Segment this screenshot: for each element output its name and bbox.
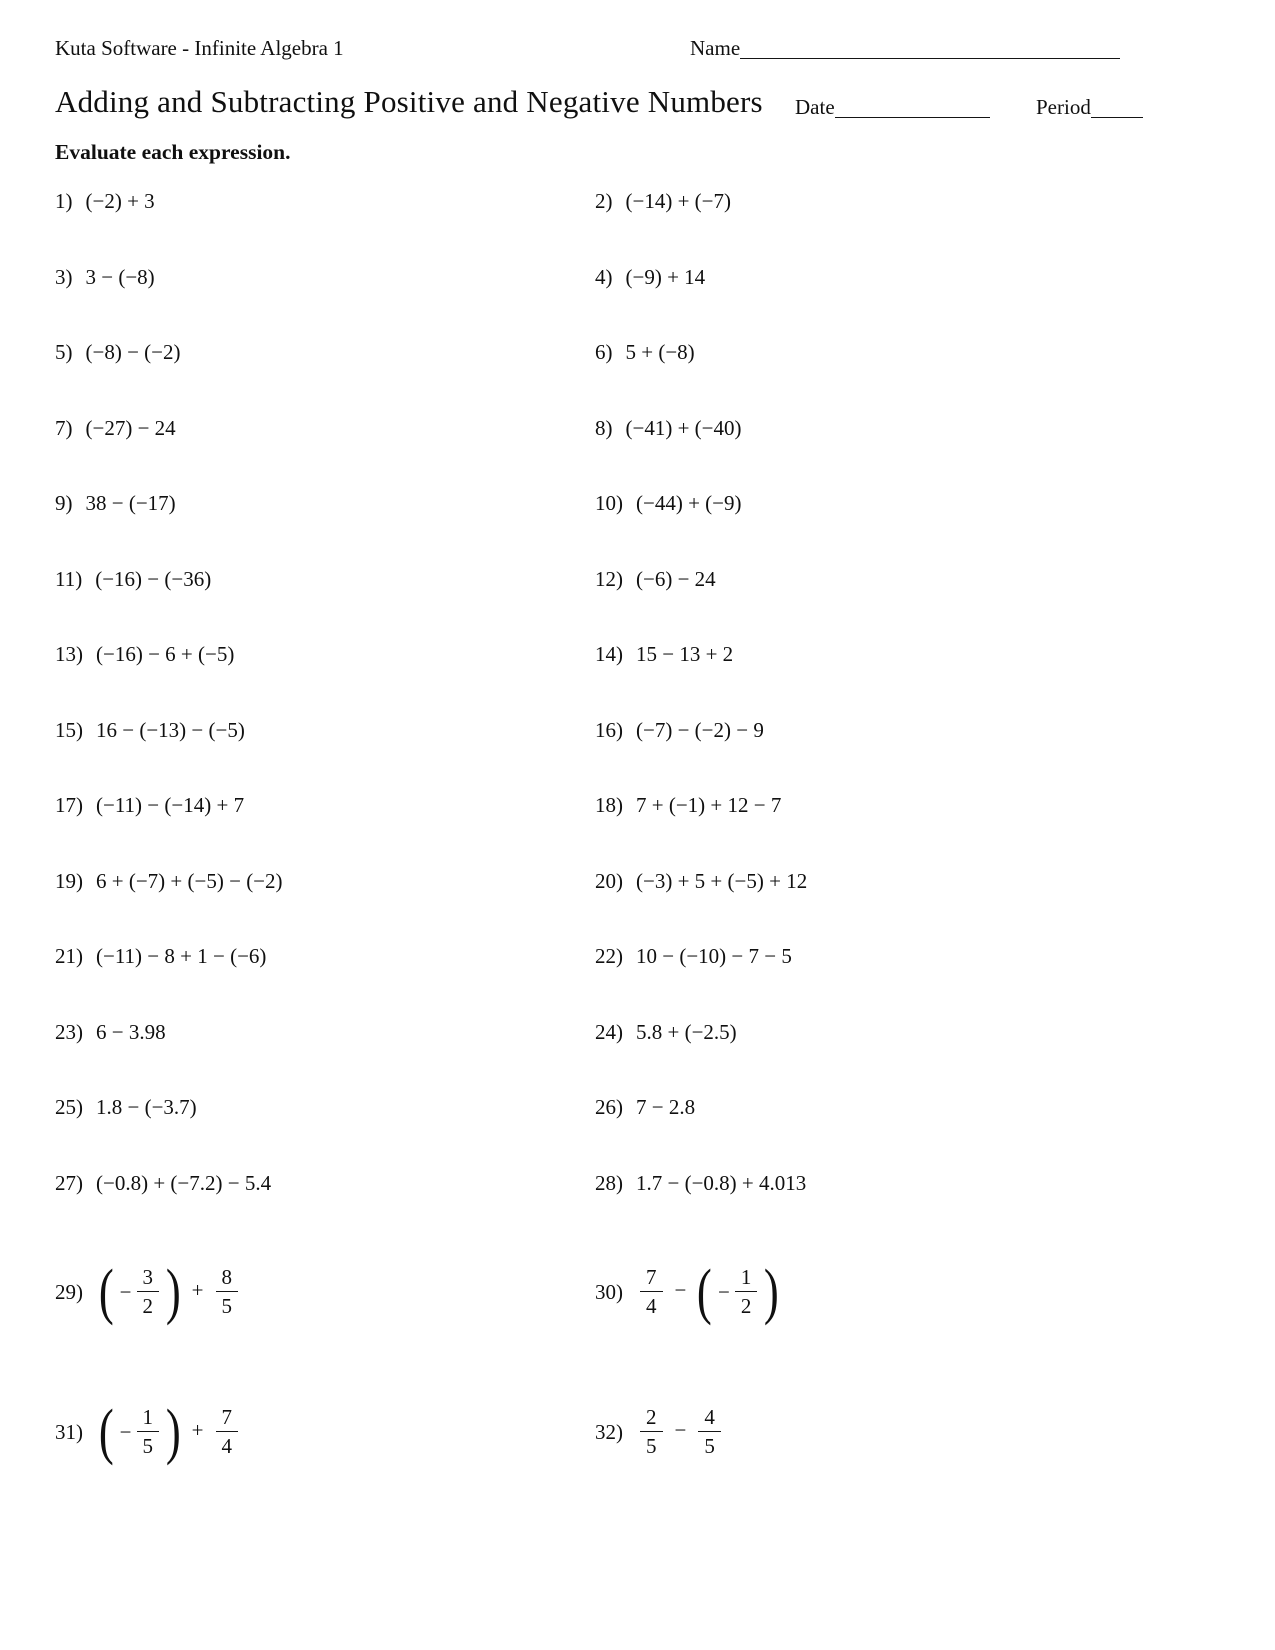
problem-number: 28): [595, 1170, 623, 1195]
fraction-numerator: 1: [735, 1267, 758, 1292]
problem-number: 11): [55, 566, 83, 591]
problem-item: [595, 793, 807, 869]
problem-expression: 7 − 2.8: [636, 1095, 696, 1119]
problem-expression: (−7) − (−2) − 9: [636, 717, 764, 742]
fraction-denominator: 5: [646, 1434, 657, 1458]
page-title: Adding and Subtracting Positive and Negative Numbers: [55, 84, 763, 119]
problem-number: 20): [595, 868, 623, 893]
open-paren: (: [98, 1397, 114, 1466]
worksheet-source: Kuta Software - Infinite Algebra 1: [55, 36, 344, 60]
problem-expression: 3 − (−8): [85, 264, 155, 289]
date-label: Date: [795, 95, 835, 119]
problem-expression: (−8) − (−2): [85, 340, 181, 364]
problem-expression: 38 − (−17): [85, 491, 176, 515]
period-blank-line: [1091, 117, 1143, 118]
open-paren: (: [98, 1257, 114, 1326]
problem-number: 17): [55, 793, 83, 817]
fraction-stack: [698, 1407, 721, 1457]
problem-number: 27): [55, 1170, 83, 1195]
fraction-denominator: 2: [740, 1294, 752, 1318]
open-paren: (: [697, 1257, 713, 1326]
problem-number: 22): [595, 944, 623, 968]
problem-item: [595, 491, 807, 567]
name-label: Name: [690, 36, 741, 60]
problem-number: 7): [55, 415, 73, 440]
problem-number: 12): [595, 566, 623, 591]
fraction-denominator: 5: [142, 1434, 153, 1458]
problem-expression: 6 − 3.98: [96, 1019, 166, 1044]
problem-expression: 1.7 − (−0.8) + 4.013: [636, 1170, 807, 1195]
problem-item: [595, 944, 807, 1020]
period-field: [1036, 95, 1143, 120]
problem-item: [595, 642, 807, 718]
problem-item: [595, 567, 807, 643]
problem-expression: (−11) − (−14) + 7: [96, 793, 245, 817]
problem-number: 4): [595, 264, 613, 289]
operator: +: [191, 1277, 204, 1302]
problem-expression: 16 − (−13) − (−5): [96, 717, 245, 742]
problem-expression: (−0.8) + (−7.2) − 5.4: [96, 1170, 272, 1195]
problem-item: [55, 642, 595, 718]
fraction-stack: [735, 1267, 758, 1317]
period-label: Period: [1036, 95, 1091, 119]
problem-item: [55, 1095, 595, 1171]
fraction-stack: [216, 1267, 239, 1317]
problem-expression: 1.8 − (−3.7): [96, 1095, 197, 1119]
problem-number: 19): [55, 868, 83, 893]
fraction-denominator: 4: [646, 1294, 657, 1318]
problem-expression: [96, 1257, 242, 1326]
problem-number: 10): [595, 491, 623, 515]
problem-expression: (−41) + (−40): [625, 415, 742, 440]
problem-expression: (−16) − (−36): [95, 566, 212, 591]
problem-number: 15): [55, 717, 83, 742]
problem-item: [595, 869, 807, 945]
problem-item: [595, 1171, 807, 1247]
fraction-numerator: 4: [698, 1407, 721, 1432]
problem-item: [55, 265, 595, 341]
fraction: [694, 1257, 782, 1326]
name-field: [690, 36, 1120, 61]
problem-item: [55, 944, 595, 1020]
operator: +: [191, 1417, 204, 1442]
problem-item: [55, 793, 595, 869]
problem-expression: (−16) − 6 + (−5): [96, 642, 235, 666]
minus-sign: −: [119, 1419, 132, 1444]
fraction-numerator: 8: [216, 1267, 239, 1292]
problem-item: [55, 416, 595, 492]
problem-item: [595, 1242, 807, 1342]
problem-number: 24): [595, 1019, 623, 1044]
fraction-numerator: 1: [137, 1407, 160, 1432]
problem-item: [595, 1020, 807, 1096]
fraction-denominator: 4: [221, 1434, 232, 1458]
fraction-denominator: 5: [221, 1294, 232, 1318]
problem-expression: 10 − (−10) − 7 − 5: [636, 944, 792, 968]
fraction: [694, 1407, 725, 1457]
problem-number: 5): [55, 340, 73, 364]
problem-item: [55, 1171, 595, 1247]
fraction-numerator: 2: [640, 1407, 663, 1432]
problem-number: 18): [595, 793, 623, 817]
problem-expression: 6 + (−7) + (−5) − (−2): [96, 868, 283, 893]
problem-item: [595, 340, 807, 416]
problem-expression: (−27) − 24: [85, 415, 176, 440]
problem-number: 21): [55, 944, 83, 968]
problem-number: 30): [595, 1279, 623, 1304]
problem-item: [595, 1382, 807, 1482]
problem-number: 26): [595, 1095, 623, 1119]
problem-number: 6): [595, 340, 613, 364]
problem-expression: (−2) + 3: [85, 189, 155, 213]
problem-number: 2): [595, 189, 613, 213]
problem-expression: [636, 1257, 782, 1326]
problem-item: [55, 567, 595, 643]
problem-number: 31): [55, 1419, 83, 1444]
problem-number: 32): [595, 1419, 623, 1444]
fraction-denominator: 2: [142, 1294, 153, 1318]
problem-item: [55, 491, 595, 567]
problem-expression: 7 + (−1) + 12 − 7: [636, 793, 782, 817]
problem-number: 25): [55, 1095, 83, 1119]
problem-expression: [96, 1397, 242, 1466]
problem-number: 16): [595, 717, 623, 742]
fraction-stack: [216, 1407, 239, 1457]
problem-number: 8): [595, 415, 613, 440]
close-paren: ): [764, 1257, 780, 1326]
fraction-stack: [640, 1407, 663, 1457]
problem-number: 29): [55, 1279, 83, 1304]
fraction-denominator: 5: [704, 1434, 715, 1458]
fraction: [96, 1257, 184, 1326]
problem-expression: 5 + (−8): [625, 340, 695, 364]
problem-item: [55, 718, 595, 794]
date-field: [795, 95, 990, 120]
fraction-stack: [137, 1407, 160, 1457]
problem-item: [55, 1382, 595, 1482]
fraction-numerator: 3: [137, 1267, 160, 1292]
operator: −: [674, 1417, 687, 1442]
fraction-numerator: 7: [216, 1407, 239, 1432]
problem-item: [595, 718, 807, 794]
problem-item: [595, 265, 807, 341]
problems-grid: [55, 189, 807, 1526]
problem-item: [55, 340, 595, 416]
problem-expression: 15 − 13 + 2: [636, 642, 734, 666]
minus-sign: −: [718, 1279, 730, 1304]
problem-number: 13): [55, 642, 83, 666]
operator: −: [674, 1277, 687, 1302]
date-blank-line: [835, 117, 990, 118]
fraction: [96, 1397, 184, 1466]
problem-item: [595, 416, 807, 492]
problem-expression: (−11) − 8 + 1 − (−6): [96, 944, 267, 968]
problem-expression: 5.8 + (−2.5): [636, 1019, 737, 1044]
fraction-numerator: 7: [640, 1267, 663, 1292]
fraction: [636, 1407, 667, 1457]
fraction-stack: [640, 1267, 663, 1317]
fraction: [212, 1407, 243, 1457]
problem-expression: (−9) + 14: [625, 264, 706, 289]
close-paren: ): [165, 1397, 181, 1466]
fraction: [636, 1267, 667, 1317]
problem-item: [55, 1242, 595, 1342]
problem-expression: (−14) + (−7): [625, 189, 732, 213]
name-blank-line: [740, 58, 1120, 59]
problem-expression: (−3) + 5 + (−5) + 12: [636, 868, 808, 893]
problem-number: 14): [595, 642, 623, 666]
problem-number: 23): [55, 1019, 83, 1044]
close-paren: ): [165, 1257, 181, 1326]
problem-number: 3): [55, 264, 73, 289]
problem-expression: [636, 1407, 725, 1457]
problem-expression: (−44) + (−9): [636, 491, 742, 515]
problem-item: [595, 1095, 807, 1171]
minus-sign: −: [119, 1279, 132, 1304]
fraction: [212, 1267, 243, 1317]
problem-expression: (−6) − 24: [636, 566, 716, 591]
problem-item: [55, 1020, 595, 1096]
problem-item: [55, 869, 595, 945]
fraction-stack: [137, 1267, 160, 1317]
problem-number: 9): [55, 491, 73, 515]
problem-number: 1): [55, 189, 73, 213]
problem-item: [55, 189, 595, 265]
instructions: Evaluate each expression.: [55, 140, 291, 164]
problem-item: [595, 189, 807, 265]
